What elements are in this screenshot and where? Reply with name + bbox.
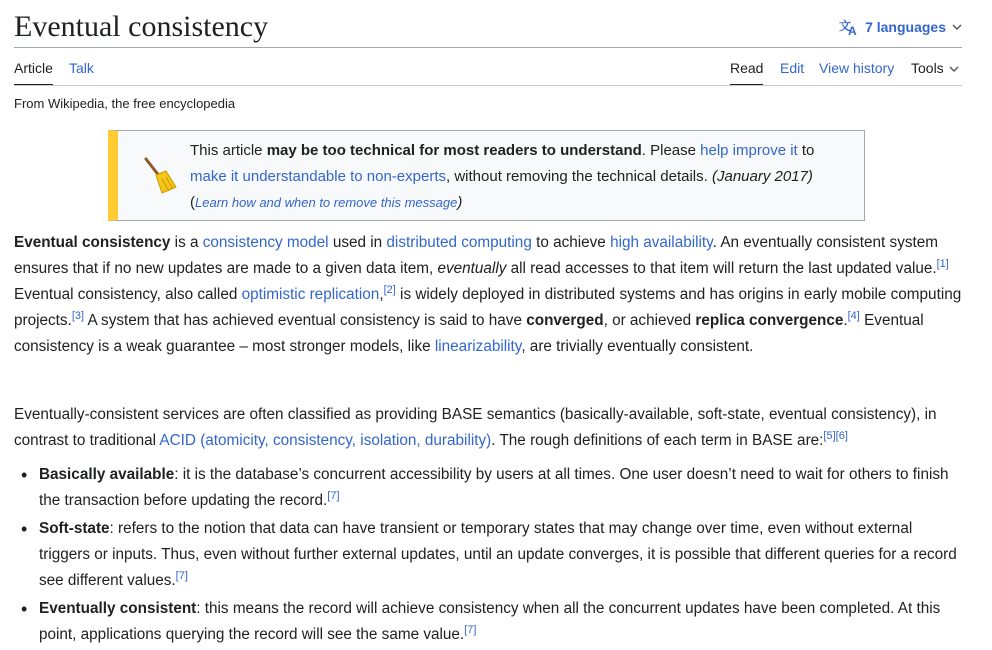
notice-text-part: This article [190,142,267,159]
reference-link[interactable]: [7] [327,489,340,502]
list-item [39,516,962,594]
page-title: Eventual consistency [14,10,269,43]
page-tabs [14,56,962,86]
tools-label: Tools [911,60,944,76]
tab-read[interactable]: Read [730,60,763,86]
base-paragraph [14,402,962,454]
tab-view-history[interactable]: View history [819,60,895,76]
notice-text-part: ) [457,194,463,211]
list-term: Eventually consistent [39,600,197,617]
list-text: : refers to the notion that data can have transient or temporary states that may change over time, even without external triggers or inputs. Thus, even without further external updates, until an update converges, it is possible that different queries for a record see different values. [39,520,957,589]
bold-term: converged [526,312,604,329]
text: is widely deployed in distributed systems and has origins in early mobile computing projects. [14,286,962,329]
high-availability-link[interactable]: high availability [610,234,713,251]
chevron-down-icon [952,23,962,31]
reference-link[interactable]: [5] [823,429,836,442]
broom-icon [142,155,178,200]
technical-notice-box [108,130,865,221]
list-text: : this means the record will achieve consistency when all the concurrent updates have been completed. At this point, applications querying the record will see the same value. [39,600,941,643]
non-experts-link[interactable]: make it understandable to non-experts [190,168,446,185]
text: A system that has achieved eventual consistency is said to have [84,312,527,329]
text: , or achieved [603,312,696,329]
tab-article[interactable]: Article [14,60,53,86]
text: , are trivially eventually consistent. [521,338,754,355]
linearizability-link[interactable]: linearizability [434,338,522,355]
text: Eventual consistency, also called [14,286,242,303]
text: all read accesses to that item will return the last updated value. [506,260,937,277]
tabs-divider [14,85,962,86]
article-subject: Eventual consistency [14,234,171,251]
distributed-computing-link[interactable]: distributed computing [386,234,532,251]
tab-edit[interactable]: Edit [780,60,805,76]
acid-link[interactable]: ACID (atomicity, consistency, isolation, durability) [159,432,492,449]
notice-text-part: ( [190,194,195,211]
reference-link[interactable]: [6] [835,429,848,442]
notice-text-part: to [797,142,815,159]
list-text: : it is the database’s concurrent accessibility by users at all times. One user doesn’t need to wait for others to finish the transaction before updating the record. [39,466,949,509]
text-emphasis: eventually [437,260,507,277]
intro-paragraph [14,230,962,360]
consistency-model-link[interactable]: consistency model [202,234,329,251]
list-term: Soft-state [39,520,110,537]
tools-menu[interactable] [911,60,959,84]
reference-link[interactable]: [4] [847,309,860,322]
text: , [379,286,384,303]
text: is a [170,234,203,251]
notice-date: (January 2017) [711,168,813,185]
help-improve-link[interactable]: help improve it [700,142,798,159]
list-item [39,462,962,514]
list-item [39,596,962,648]
list-term: Basically available [39,466,175,483]
base-definitions-list [14,462,962,650]
tagline: From Wikipedia, the free encyclopedia [14,96,236,111]
text: Eventually-consistent services are often classified as providing BASE semantics (basically-available, soft-state, eventual consistency), in contrast to traditional [14,406,937,449]
notice-text [190,138,844,216]
text: used in [328,234,387,251]
title-divider [14,47,962,48]
text: to achieve [531,234,611,251]
chevron-down-icon [949,60,959,76]
reference-link[interactable]: [7] [464,623,477,636]
notice-text-part: , without removing the technical details. [446,168,712,185]
remove-message-link[interactable]: Learn how and when to remove this message [195,195,458,210]
svg-text:文: 文 [839,19,852,33]
text: . An eventually consistent system ensures that if no new updates are made to a given data item, [14,234,938,277]
notice-text-part: . Please [641,142,701,159]
languages-label: 7 languages [865,19,946,35]
bold-term: replica convergence [695,312,844,329]
text: Eventual consistency is a weak guarantee – most stronger models, like [14,312,924,355]
reference-link[interactable]: [7] [175,569,188,582]
languages-button[interactable] [839,18,962,36]
notice-emphasis: may be too technical for most readers to understand [266,142,642,159]
tab-talk[interactable]: Talk [69,60,94,76]
text: . The rough definitions of each term in BASE are: [491,432,824,449]
reference-link[interactable]: [2] [383,283,396,296]
svg-text:A: A [848,24,857,36]
translate-icon [839,18,859,36]
reference-link[interactable]: [3] [71,309,85,322]
text: . [843,312,848,329]
reference-link[interactable]: [1] [936,257,949,270]
optimistic-replication-link[interactable]: optimistic replication [241,286,380,303]
